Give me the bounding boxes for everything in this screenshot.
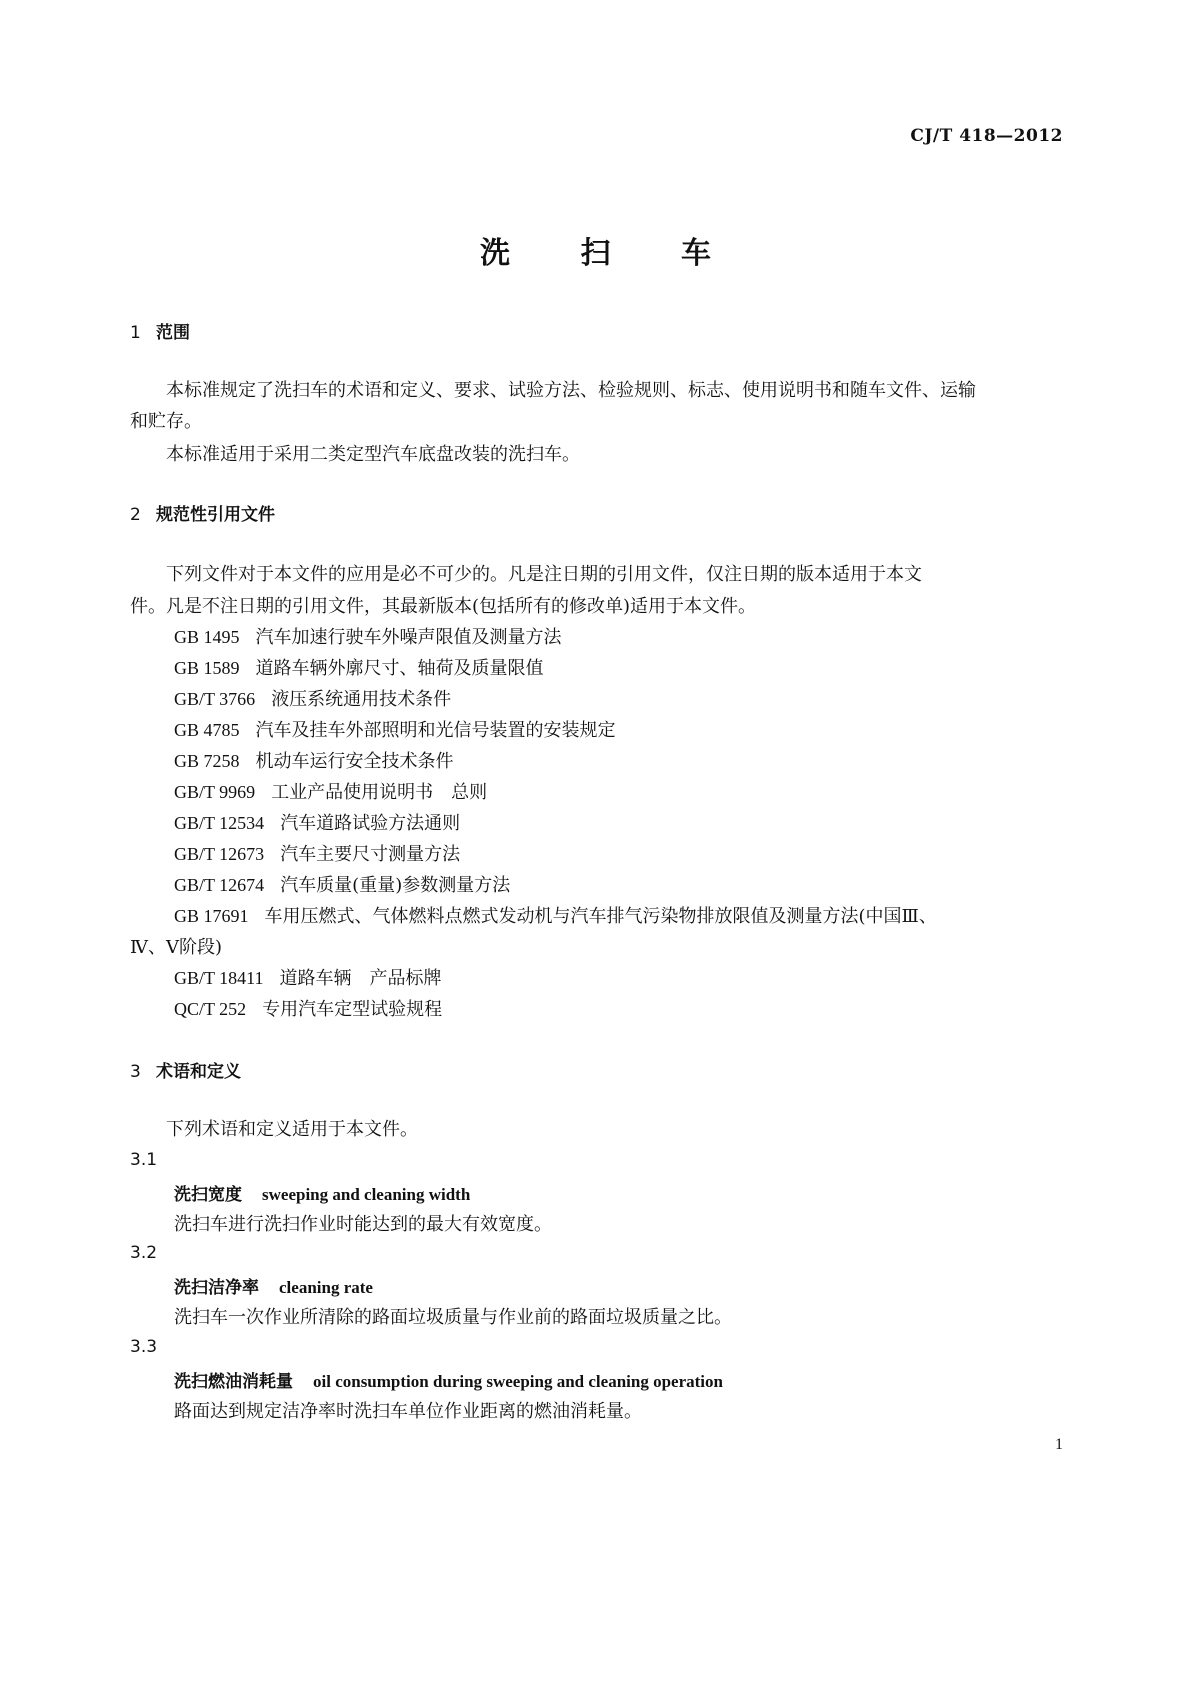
reference-code: GB 7258	[174, 751, 240, 771]
page-number: 1	[1055, 1436, 1063, 1453]
reference-item	[174, 654, 544, 680]
reference-item	[174, 964, 442, 990]
section-title: 术语和定义	[156, 1062, 241, 1082]
reference-title: 汽车主要尺寸测量方法	[280, 844, 461, 865]
reference-item	[174, 840, 460, 866]
section-title: 规范性引用文件	[156, 505, 275, 525]
reference-item	[174, 778, 487, 804]
term-zh: 洗扫宽度	[174, 1185, 242, 1205]
paragraph-line: 本标准适用于采用二类定型汽车底盘改装的洗扫车。	[166, 444, 580, 465]
section-heading-normative-references	[130, 500, 275, 525]
reference-title: 汽车质量(重量)参数测量方法	[280, 875, 511, 896]
reference-title: 专用汽车定型试验规程	[262, 999, 443, 1020]
term-en: oil consumption during sweeping and cleaning operation	[313, 1372, 723, 1391]
title-char: 洗	[480, 236, 511, 271]
reference-item	[174, 902, 937, 928]
document-title	[0, 228, 1191, 272]
reference-item	[174, 685, 451, 711]
reference-title: 道路车辆外廓尺寸、轴荷及质量限值	[255, 658, 544, 679]
reference-code: GB/T 3766	[174, 689, 256, 709]
term-en: sweeping and cleaning width	[262, 1185, 471, 1204]
reference-code: QC/T 252	[174, 999, 247, 1019]
term-heading	[174, 1180, 470, 1205]
term-number: 3.1	[130, 1150, 158, 1170]
term-zh: 洗扫燃油消耗量	[174, 1372, 293, 1392]
section-title: 范围	[156, 323, 190, 343]
reference-title: 汽车道路试验方法通则	[280, 813, 461, 834]
paragraph-line: 和贮存。	[130, 411, 202, 432]
term-definition: 洗扫车进行洗扫作业时能达到的最大有效宽度。	[174, 1214, 552, 1235]
reference-title: 工业产品使用说明书 总则	[271, 782, 488, 803]
paragraph-line: 件。凡是不注日期的引用文件，其最新版本(包括所有的修改单)适用于本文件。	[130, 596, 757, 617]
reference-code: GB/T 9969	[174, 782, 256, 802]
reference-title: 汽车及挂车外部照明和光信号装置的安装规定	[255, 720, 616, 741]
reference-code: GB/T 12673	[174, 844, 265, 864]
reference-code: GB 17691	[174, 906, 249, 926]
reference-item	[174, 809, 460, 835]
term-number: 3.2	[130, 1243, 158, 1263]
reference-item	[174, 747, 454, 773]
reference-item	[174, 716, 616, 742]
section-heading-terms	[130, 1057, 241, 1082]
term-zh: 洗扫洁净率	[174, 1278, 259, 1298]
title-char: 扫	[580, 236, 611, 271]
reference-code: GB 1495	[174, 627, 240, 647]
reference-title: 汽车加速行驶车外噪声限值及测量方法	[255, 627, 562, 648]
section-number: 2	[130, 505, 141, 525]
term-number: 3.3	[130, 1337, 158, 1357]
term-heading	[174, 1273, 373, 1298]
reference-code: GB 4785	[174, 720, 240, 740]
term-en: cleaning rate	[279, 1278, 373, 1297]
reference-title: 车用压燃式、气体燃料点燃式发动机与汽车排气污染物排放限值及测量方法(中国Ⅲ、	[264, 906, 937, 927]
reference-item	[174, 623, 562, 649]
section-heading-scope	[130, 318, 190, 343]
section-number: 3	[130, 1062, 141, 1082]
paragraph-line: 本标准规定了洗扫车的术语和定义、要求、试验方法、检验规则、标志、使用说明书和随车文件、运输	[166, 380, 976, 401]
term-definition: 路面达到规定洁净率时洗扫车单位作业距离的燃油消耗量。	[174, 1401, 642, 1422]
reference-continuation: Ⅳ、Ⅴ阶段)	[130, 937, 223, 958]
reference-title: 液压系统通用技术条件	[271, 689, 452, 710]
reference-item	[174, 871, 510, 897]
reference-code: GB/T 12674	[174, 875, 265, 895]
document-code: CJ/T 418—2012	[910, 126, 1063, 146]
reference-code: GB 1589	[174, 658, 240, 678]
title-char: 车	[680, 236, 711, 271]
reference-title: 机动车运行安全技术条件	[255, 751, 454, 772]
reference-code: GB/T 18411	[174, 968, 264, 988]
reference-code: GB/T 12534	[174, 813, 265, 833]
term-heading	[174, 1367, 723, 1392]
paragraph-line: 下列术语和定义适用于本文件。	[166, 1119, 418, 1140]
section-number: 1	[130, 323, 141, 343]
reference-item	[174, 995, 442, 1021]
paragraph-line: 下列文件对于本文件的应用是必不可少的。凡是注日期的引用文件，仅注日期的版本适用于本文	[166, 564, 922, 585]
reference-title: 道路车辆 产品标牌	[279, 968, 442, 989]
term-definition: 洗扫车一次作业所清除的路面垃圾质量与作业前的路面垃圾质量之比。	[174, 1307, 732, 1328]
